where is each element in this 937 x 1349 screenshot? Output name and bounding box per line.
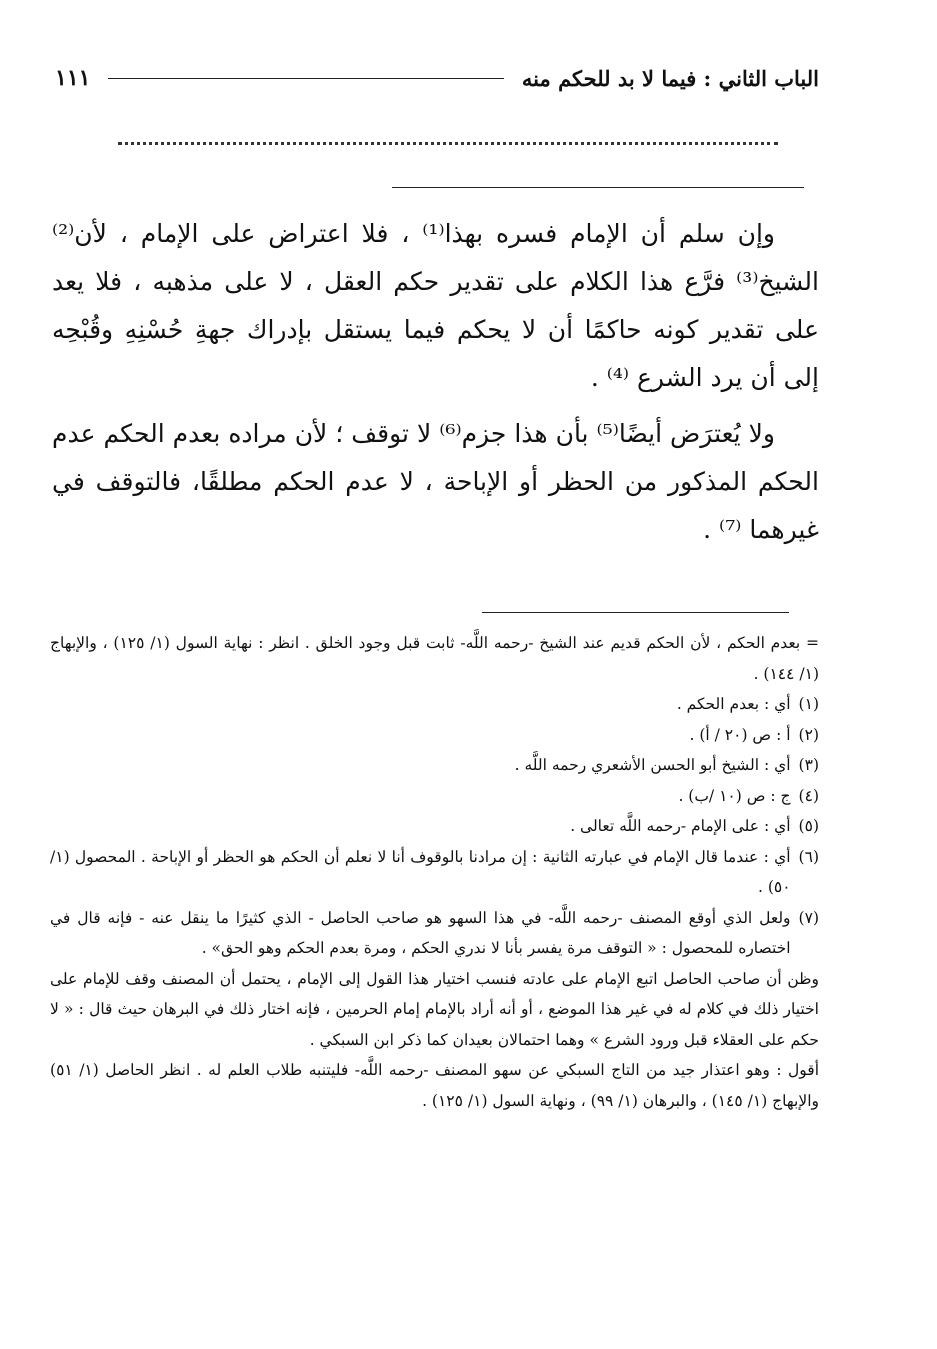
footnote-number: (٤)	[798, 786, 819, 805]
header-rule	[108, 78, 503, 79]
footnote-paragraph: وظن أن صاحب الحاصل اتبع الإمام على عادته فنسب اختيار هذا القول إلى الإمام ، يحتمل أن المصنف وقف للإمام على اختيار ذلك في كلام له في غير هذا الموضع ، أو أنه أراد بالإمام إمام الحرمين ، فإنه اختار ذلك في البرهان حيث قال : « لا حكم على العقلاء قبل ورود الشرع » وهما احتمالان بعيدان كما ذكر ابن السبكي .	[50, 969, 819, 1049]
dotted-separator	[118, 142, 778, 147]
chapter-title: الباب الثاني : فيما لا بد للحكم منه	[521, 65, 819, 91]
body-paragraph: ولا يُعترَض أيضًا⁽⁵⁾ بأن هذا جزم⁽⁶⁾ لا توقف ؛ لأن مراده بعدم الحكم عدم الحكم المذكور من الحظر أو الإباحة ، لا عدم الحكم مطلقًا، فالتوقف في غيرهما ⁽⁷⁾ .	[52, 419, 819, 544]
footnote-number: (٦)	[798, 847, 819, 866]
footnote-number: (٣)	[798, 756, 819, 774]
footnote-continuation: = بعدم الحكم ، لأن الحكم قديم عند الشيخ -رحمه اللَّه- ثابت قبل وجود الخلق . انظر : نهاية السول (١/ ١٢٥) ، والإبهاج (١/ ١٤٤) .	[50, 634, 819, 683]
footnote-number: (٥)	[798, 817, 819, 835]
footnote-paragraph: أقول : وهو اعتذار جيد من التاج السبكي عن سهو المصنف -رحمه اللَّه- فليتنبه طلاب العلم له . انظر الحاصل (١/ ٥١) والإبهاج (١/ ١٤٥) ، والبرهان (١/ ٩٩) ، ونهاية السول (١/ ١٢٥) .	[50, 1061, 819, 1110]
footnote-text: ولعل الذي أوقع المصنف -رحمه اللَّه- في هذا السهو هو صاحب الحاصل - الذي كثيرًا ما ينقل عنه - فإنه قال في اختصاره للمحصول : « التوقف مرة يفسر بأنا لا ندري الحكم ، ومرة بعدم الحكم وهو الحق» .	[50, 908, 791, 957]
footnote-text: أي : بعدم الحكم .	[676, 695, 791, 713]
footnote-item	[50, 689, 819, 720]
page-number: ١١١	[55, 65, 91, 91]
top-rule	[392, 187, 804, 188]
footnote-item	[50, 781, 819, 812]
footnote-rule	[482, 612, 789, 613]
footnote-text: أي : الشيخ أبو الحسن الأشعري رحمه اللَّه .	[514, 756, 791, 774]
footnote-item	[50, 903, 819, 964]
footnote-item	[50, 750, 819, 781]
footnote-number: (٢)	[798, 725, 819, 744]
running-header	[55, 58, 819, 98]
footnote-number: (٧)	[798, 908, 819, 927]
body-paragraph: وإن سلم أن الإمام فسره بهذا⁽¹⁾ ، فلا اعتراض على الإمام ، لأن⁽²⁾ الشيخ⁽³⁾ فرَّع هذا الكلام على تقدير حكم العقل ، لا على مذهبه ، فلا يعد على تقدير كونه حاكمًا أن لا يحكم فيما يستقل بإدراك جهةِ حُسْنِهِ وقُبْحِه إلى أن يرد الشرع ⁽⁴⁾ .	[52, 219, 819, 392]
footnote-text: ج : ص (١٠ /ب) .	[678, 786, 791, 805]
footnote-number: (١)	[798, 695, 819, 713]
footnote-item	[50, 811, 819, 842]
footnote-text: أ : ص (٢٠ / أ) .	[689, 725, 791, 744]
footnote-item	[50, 842, 819, 903]
footnotes	[50, 628, 819, 1116]
footnote-item	[50, 720, 819, 751]
main-text	[52, 210, 819, 562]
footnote-text: أي : عندما قال الإمام في عبارته الثانية : إن مرادنا بالوقوف أنا لا نعلم أن الحكم هو الحظر أو الإباحة . المحصول (١/ ٥٠) .	[50, 847, 791, 896]
footnote-text: أي : على الإمام -رحمه اللَّه تعالى .	[570, 817, 791, 835]
